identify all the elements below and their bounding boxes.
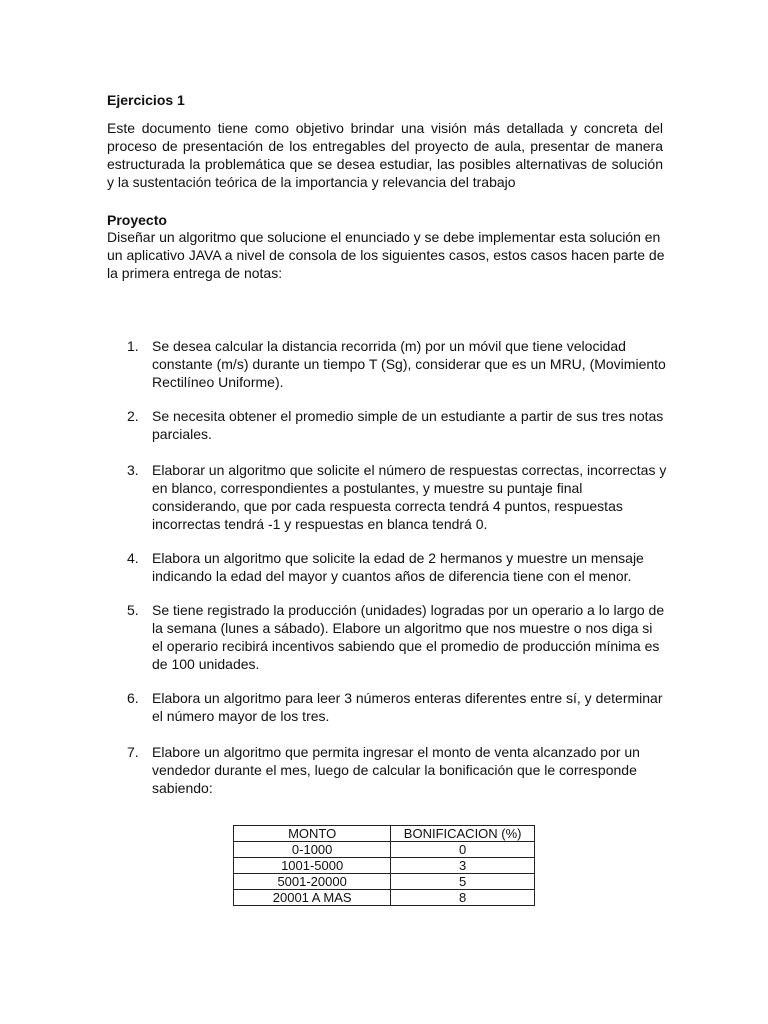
table-row [234, 890, 535, 906]
table-cell-bonificacion: 3 [391, 858, 535, 874]
exercise-item-3 [127, 461, 667, 533]
exercise-text: Elaborar un algoritmo que solicite el número de respuestas correctas, incorrectas y en blanco, correspondientes a postulantes, y muestre su puntaje final considerando, que por cada respuesta correcta tendrá 4 puntos, respuestas incorrectas tendrá -1 y respuestas en blanca tendrá 0. [152, 462, 667, 532]
column-header-bonificacion: BONIFICACION (%) [391, 826, 535, 842]
exercise-number: 4. [127, 550, 139, 566]
table-cell-bonificacion: 0 [391, 842, 535, 858]
exercise-number: 2. [127, 408, 139, 424]
exercise-item-2 [127, 407, 667, 443]
exercise-item-4 [127, 549, 667, 585]
exercise-number: 1. [127, 338, 139, 354]
table-cell-monto: 20001 A MAS [234, 890, 391, 906]
column-header-monto: MONTO [234, 826, 391, 842]
table-header-row [234, 826, 535, 842]
document-title: Ejercicios 1 [107, 92, 185, 108]
exercise-text: Elabore un algoritmo que permita ingresar el monto de venta alcanzado por un vendedor durante el mes, luego de calcular la bonificación que le corresponde sabiendo: [152, 744, 640, 796]
exercise-text: Elabora un algoritmo que solicite la edad de 2 hermanos y muestre un mensaje indicando la edad del mayor y cuantos años de diferencia tiene con el menor. [152, 550, 644, 584]
exercise-text: Se necesita obtener el promedio simple de un estudiante a partir de sus tres notas parciales. [152, 408, 664, 442]
exercise-number: 6. [127, 690, 139, 706]
exercise-item-5 [127, 601, 667, 673]
project-heading: Proyecto [107, 212, 167, 228]
bonus-table [233, 825, 535, 906]
table-cell-bonificacion: 8 [391, 890, 535, 906]
exercise-number: 5. [127, 602, 139, 618]
table-row [234, 874, 535, 890]
exercise-text: Elabora un algoritmo para leer 3 números enteras diferentes entre sí, y determinar el número mayor de los tres. [152, 690, 663, 724]
exercise-item-7 [127, 743, 667, 797]
intro-paragraph: Este documento tiene como objetivo brindar una visión más detallada y concreta del proceso de presentación de los entregables del proyecto de aula, presentar de manera estructurada la problemática que se desea estudiar, las posibles alternativas de solución y la sustentación teórica de la importancia y relevancia del trabajo [107, 120, 663, 190]
exercise-number: 3. [127, 462, 139, 478]
project-description: Diseñar un algoritmo que solucione el enunciado y se debe implementar esta solución en un aplicativo JAVA a nivel de consola de los siguientes casos, estos casos hacen parte de la primera entrega de notas: [107, 229, 665, 281]
table-cell-monto: 5001-20000 [234, 874, 391, 890]
exercise-text: Se tiene registrado la producción (unidades) logradas por un operario a lo largo de la semana (lunes a sábado). Elabore un algoritmo que nos muestre o nos diga si el operario recibirá incentivos sabiendo que el promedio de producción mínima es de 100 unidades. [152, 602, 665, 672]
exercise-item-1 [127, 337, 667, 391]
table-cell-monto: 0-1000 [234, 842, 391, 858]
exercise-number: 7. [127, 744, 139, 760]
table-cell-monto: 1001-5000 [234, 858, 391, 874]
table-row [234, 842, 535, 858]
exercise-item-6 [127, 689, 667, 725]
table-row [234, 858, 535, 874]
exercise-text: Se desea calcular la distancia recorrida (m) por un móvil que tiene velocidad constante (m/s) durante un tiempo T (Sg), considerar que es un MRU, (Movimiento Rectilíneo Uniforme). [152, 338, 666, 390]
table-cell-bonificacion: 5 [391, 874, 535, 890]
